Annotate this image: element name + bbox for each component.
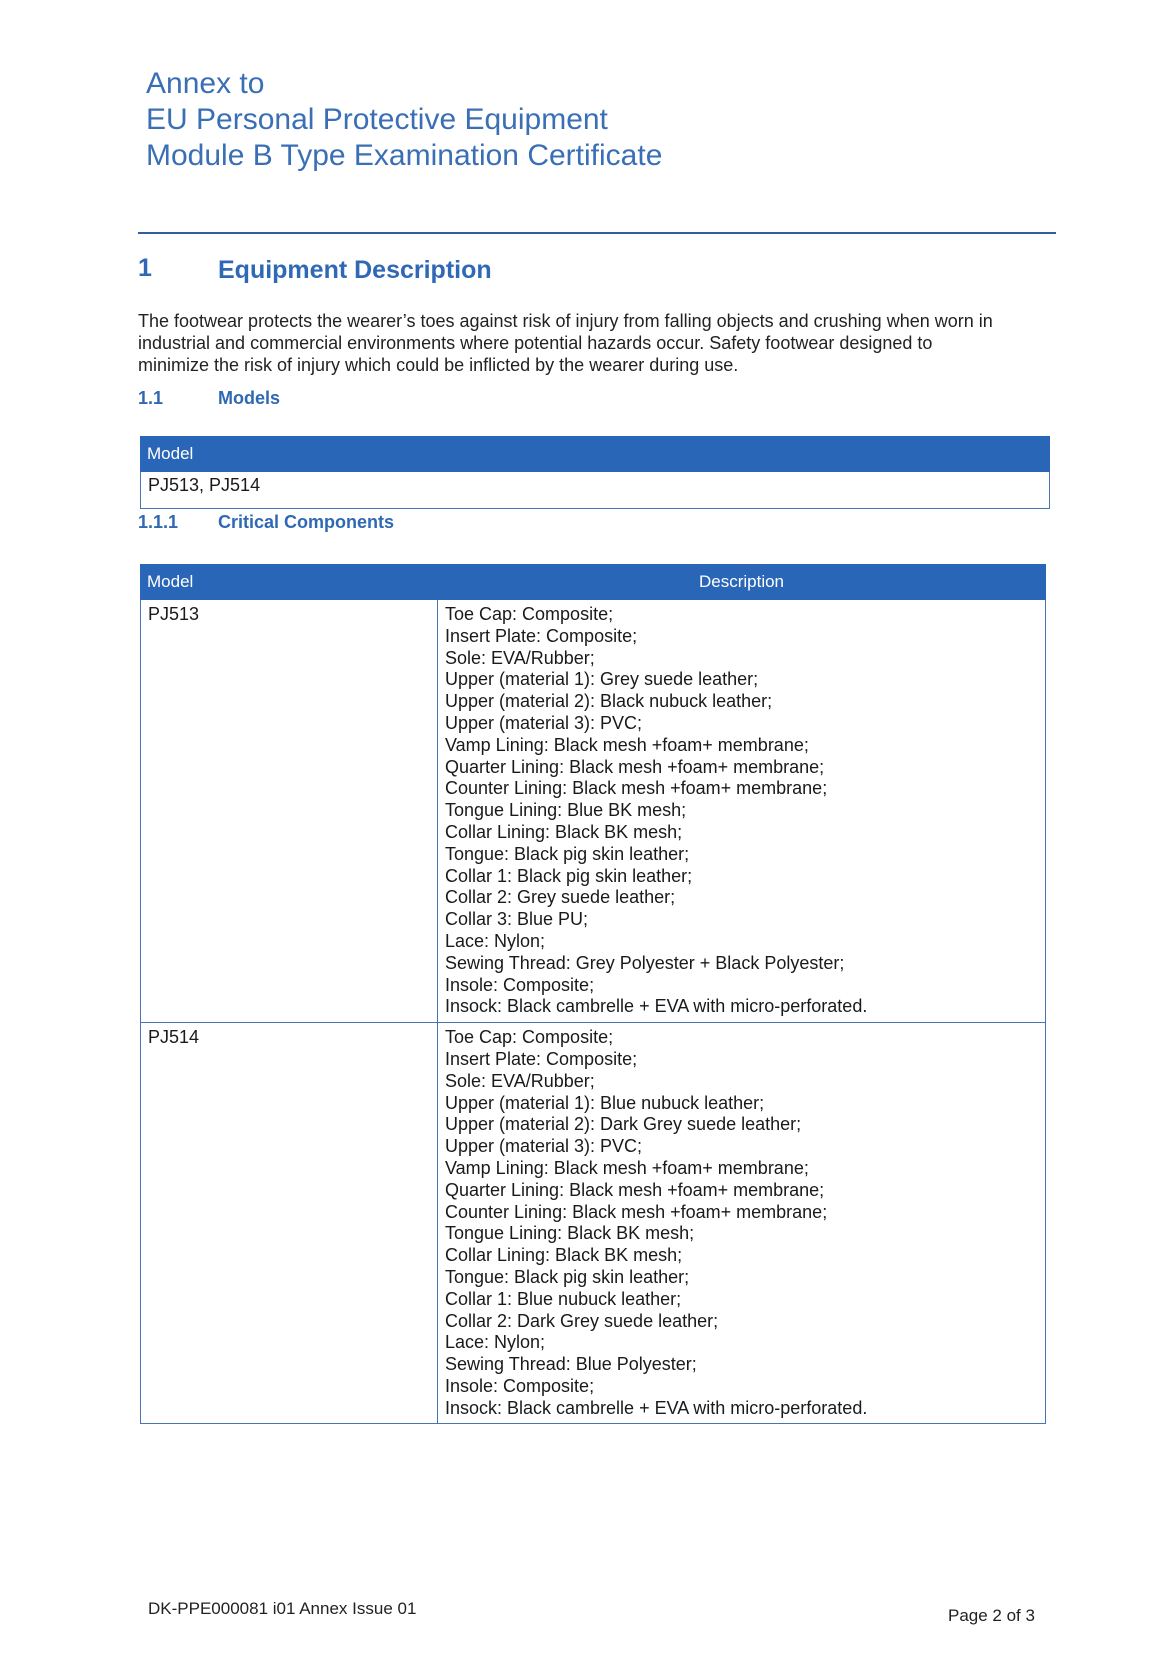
component-line: Sole: EVA/Rubber; [445, 647, 595, 668]
component-line: Collar 1: Black pig skin leather; [445, 865, 693, 886]
description-cell [438, 600, 1046, 1023]
component-line: Tongue Lining: Black BK mesh; [445, 1223, 695, 1244]
component-line: Upper (material 3): PVC; [445, 1136, 643, 1157]
model-cell: PJ513, PJ514 [141, 472, 1050, 509]
subsection-number: 1.1.1 [138, 512, 179, 532]
subsection-title: Models [218, 388, 281, 408]
description-column-header: Description [438, 565, 1046, 600]
component-line: Insole: Composite; [445, 1375, 595, 1396]
component-line: Lace: Nylon; [445, 930, 546, 951]
component-line: Upper (material 2): Black nubuck leather; [445, 691, 773, 712]
description-cell [438, 1023, 1046, 1424]
models-table [140, 436, 1050, 509]
title-line: EU Personal Protective Equipment [146, 103, 608, 136]
subsection-number: 1.1 [138, 388, 164, 408]
component-line: Vamp Lining: Black mesh +foam+ membrane; [445, 734, 809, 755]
section-number: 1 [138, 254, 152, 282]
component-line: Toe Cap: Composite; [445, 1027, 614, 1048]
component-line: Lace: Nylon; [445, 1332, 546, 1353]
intro-line: industrial and commercial environments where potential hazards occur. Safety footwear designed to [138, 333, 933, 353]
component-line: Upper (material 1): Blue nubuck leather; [445, 1092, 765, 1113]
component-line: Sole: EVA/Rubber; [445, 1070, 595, 1091]
component-line: Collar Lining: Black BK mesh; [445, 1245, 683, 1266]
component-line: Upper (material 1): Grey suede leather; [445, 669, 759, 690]
title-line: Module B Type Examination Certificate [146, 139, 663, 172]
title-line: Annex to [146, 67, 265, 100]
component-line: Insert Plate: Composite; [445, 1048, 638, 1069]
component-line: Toe Cap: Composite; [445, 604, 614, 624]
section-title: Equipment Description [218, 256, 492, 284]
component-line: Insole: Composite; [445, 974, 595, 995]
component-line: Collar 1: Blue nubuck leather; [445, 1288, 682, 1309]
table-row [141, 472, 1050, 509]
component-line: Tongue: Black pig skin leather; [445, 1266, 690, 1287]
intro-line: The footwear protects the wearer’s toes against risk of injury from falling objects and crushing when worn in [138, 311, 993, 331]
component-line: Quarter Lining: Black mesh +foam+ membrane; [445, 1179, 825, 1200]
component-line: Collar 3: Blue PU; [445, 909, 589, 930]
component-line: Tongue Lining: Blue BK mesh; [445, 800, 687, 821]
component-line: Sewing Thread: Grey Polyester + Black Polyester; [445, 952, 845, 973]
component-line: Insock: Black cambrelle + EVA with micro-perforated. [445, 1397, 868, 1418]
component-line: Collar Lining: Black BK mesh; [445, 821, 683, 842]
subsection-title: Critical Components [218, 512, 395, 532]
document-title [146, 66, 662, 174]
component-line: Counter Lining: Black mesh +foam+ membrane; [445, 778, 828, 799]
horizontal-divider [138, 232, 1056, 234]
page-number: Page 2 of 3 [948, 1606, 1035, 1625]
table-row [141, 1023, 1046, 1424]
component-line: Upper (material 3): PVC; [445, 712, 643, 733]
component-line: Sewing Thread: Blue Polyester; [445, 1354, 697, 1375]
component-line: Collar 2: Grey suede leather; [445, 887, 676, 908]
intro-line: minimize the risk of injury which could be inflicted by the wearer during use. [138, 355, 739, 375]
table-row [141, 600, 1046, 1023]
intro-paragraph [138, 310, 1050, 376]
component-line: Quarter Lining: Black mesh +foam+ membrane; [445, 756, 825, 777]
component-line: Insert Plate: Composite; [445, 625, 638, 646]
document-reference: DK-PPE000081 i01 Annex Issue 01 [148, 1599, 417, 1618]
component-line: Upper (material 2): Dark Grey suede leather; [445, 1114, 802, 1135]
component-line: Tongue: Black pig skin leather; [445, 843, 690, 864]
model-column-header: Model [141, 565, 438, 600]
component-line: Vamp Lining: Black mesh +foam+ membrane; [445, 1157, 809, 1178]
component-line: Insock: Black cambrelle + EVA with micro-perforated. [445, 996, 868, 1017]
critical-components-table [140, 564, 1046, 1424]
model-cell: PJ514 [141, 1023, 438, 1424]
models-table-header: Model [141, 437, 1050, 472]
component-line: Collar 2: Dark Grey suede leather; [445, 1310, 719, 1331]
model-cell: PJ513 [141, 600, 438, 1023]
component-line: Counter Lining: Black mesh +foam+ membrane; [445, 1201, 828, 1222]
